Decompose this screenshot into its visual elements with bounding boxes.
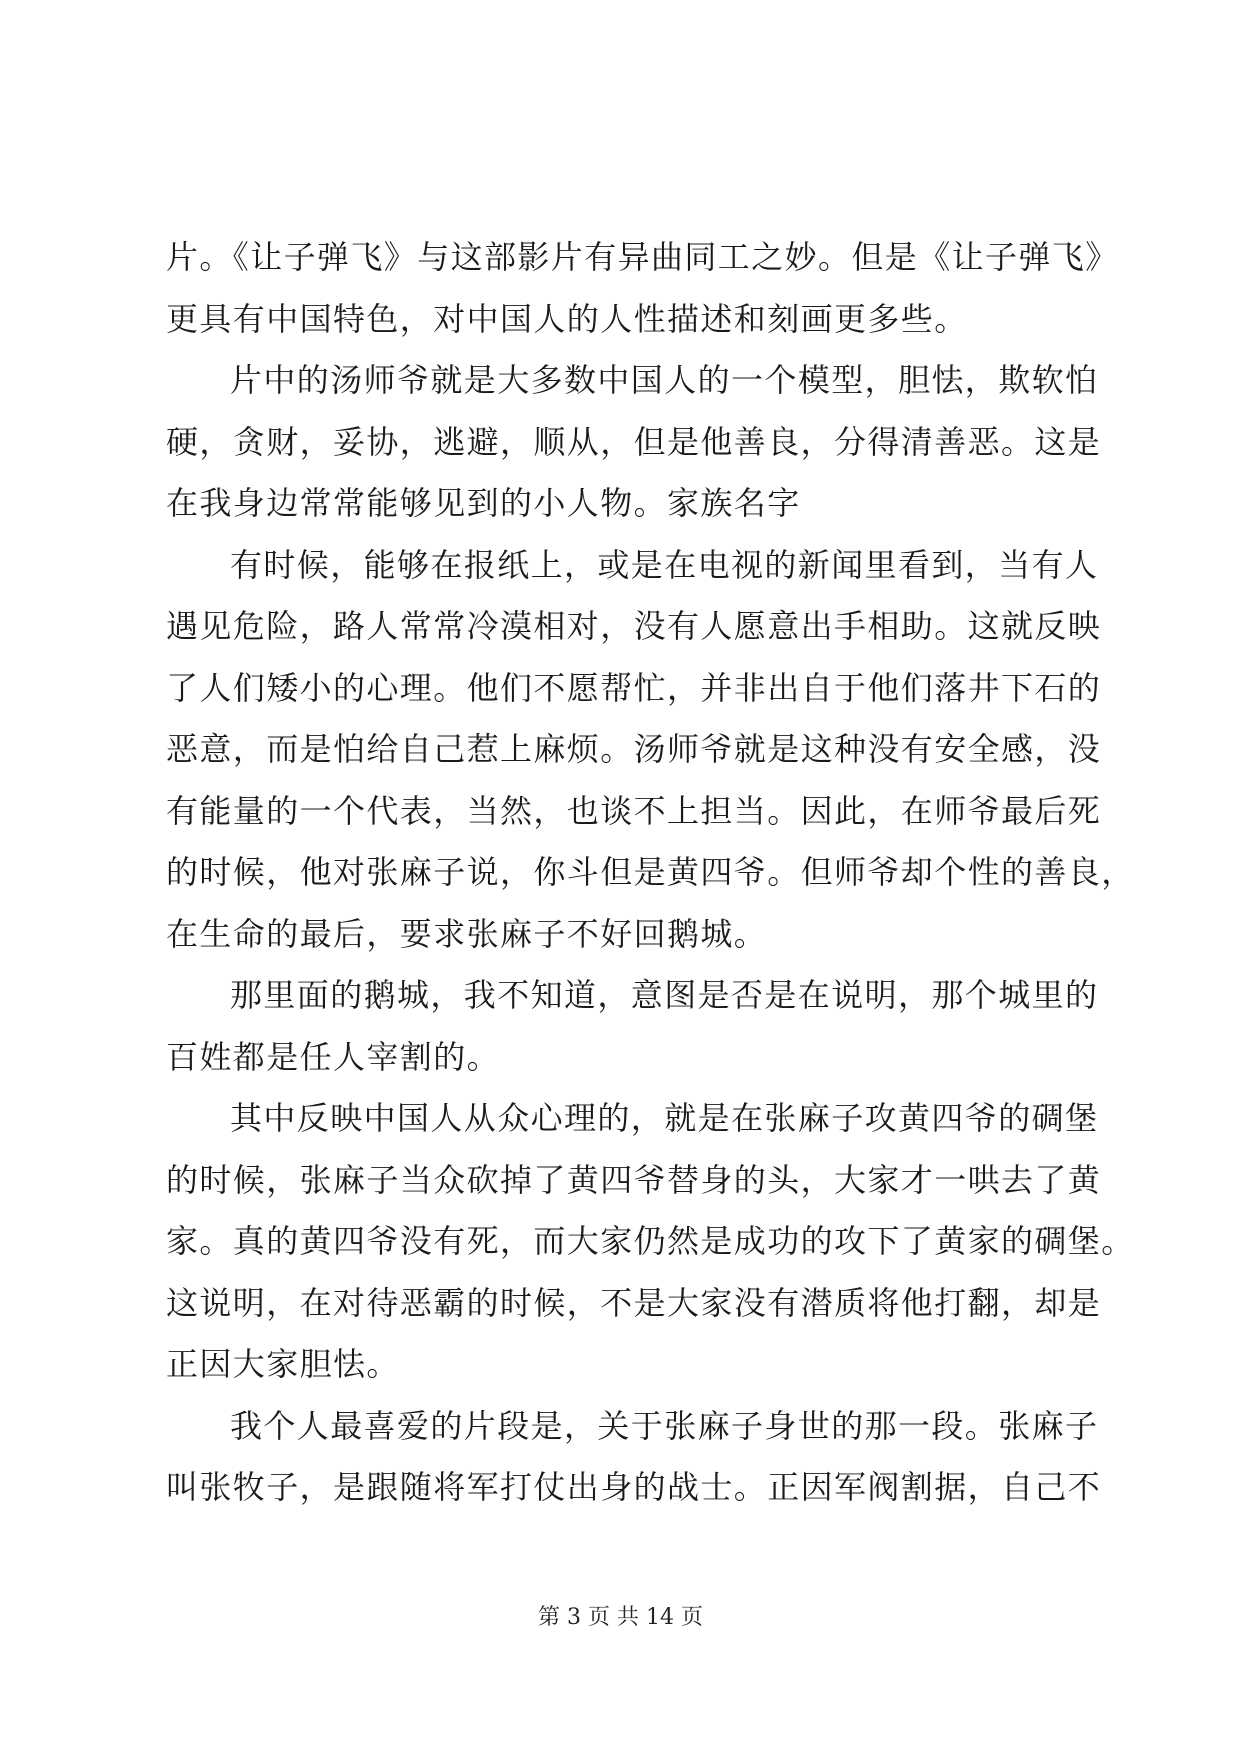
text-line: 家。真的黄四爷没有死，而大家仍然是成功的攻下了黄家的碉堡。: [166, 1222, 1135, 1260]
text-line: 了人们矮小的心理。他们不愿帮忙，并非出自于他们落井下石的: [166, 668, 1102, 707]
text-line: 正因大家胆怯。: [166, 1345, 400, 1383]
text-line: 恶意，而是怕给自己惹上麻烦。汤师爷就是这种没有安全感，没: [166, 730, 1102, 768]
text-line: 在生命的最后，要求张麻子不好回鹅城。: [166, 914, 768, 953]
text-line: 我个人最喜爱的片段是，关于张麻子身世的那一段。张麻子: [230, 1406, 1099, 1445]
text-line: 片。《让子弹飞》与这部影片有异曲同工之妙。但是《让子弹飞》: [166, 238, 1119, 276]
text-line: 百姓都是任人宰割的。: [166, 1037, 501, 1076]
text-line: 这说明，在对待恶霸的时候，不是大家没有潜质将他打翻，却是: [166, 1283, 1102, 1322]
text-line: 更具有中国特色，对中国人的人性描述和刻画更多些。: [166, 299, 968, 338]
page-number-footer: 第 3 页 共 14 页: [538, 1605, 703, 1630]
text-line: 的时候，他对张麻子说，你斗但是黄四爷。但师爷却个性的善良，: [166, 853, 1135, 891]
text-line: 叫张牧子，是跟随将军打仗出身的战士。正因军阀割据，自己不: [166, 1468, 1102, 1506]
text-line: 有能量的一个代表，当然，也谈不上担当。因此，在师爷最后死: [166, 791, 1102, 830]
text-line: 有时候，能够在报纸上，或是在电视的新闻里看到，当有人: [230, 545, 1099, 584]
text-line: 硬，贪财，妥协，逃避，顺从，但是他善良，分得清善恶。这是: [166, 422, 1102, 461]
text-line: 在我身边常常能够见到的小人物。家族名字: [166, 484, 801, 522]
text-line: 其中反映中国人从众心理的，就是在张麻子攻黄四爷的碉堡: [230, 1099, 1099, 1137]
text-line: 片中的汤师爷就是大多数中国人的一个模型，胆怯，欺软怕: [230, 361, 1099, 399]
text-line: 遇见危险，路人常常冷漠相对，没有人愿意出手相助。这就反映: [166, 607, 1102, 645]
text-line: 那里面的鹅城，我不知道，意图是否是在说明，那个城里的: [230, 976, 1099, 1014]
text-line: 的时候，张麻子当众砍掉了黄四爷替身的头，大家才一哄去了黄: [166, 1160, 1102, 1199]
body-text: [166, 227, 1135, 1519]
